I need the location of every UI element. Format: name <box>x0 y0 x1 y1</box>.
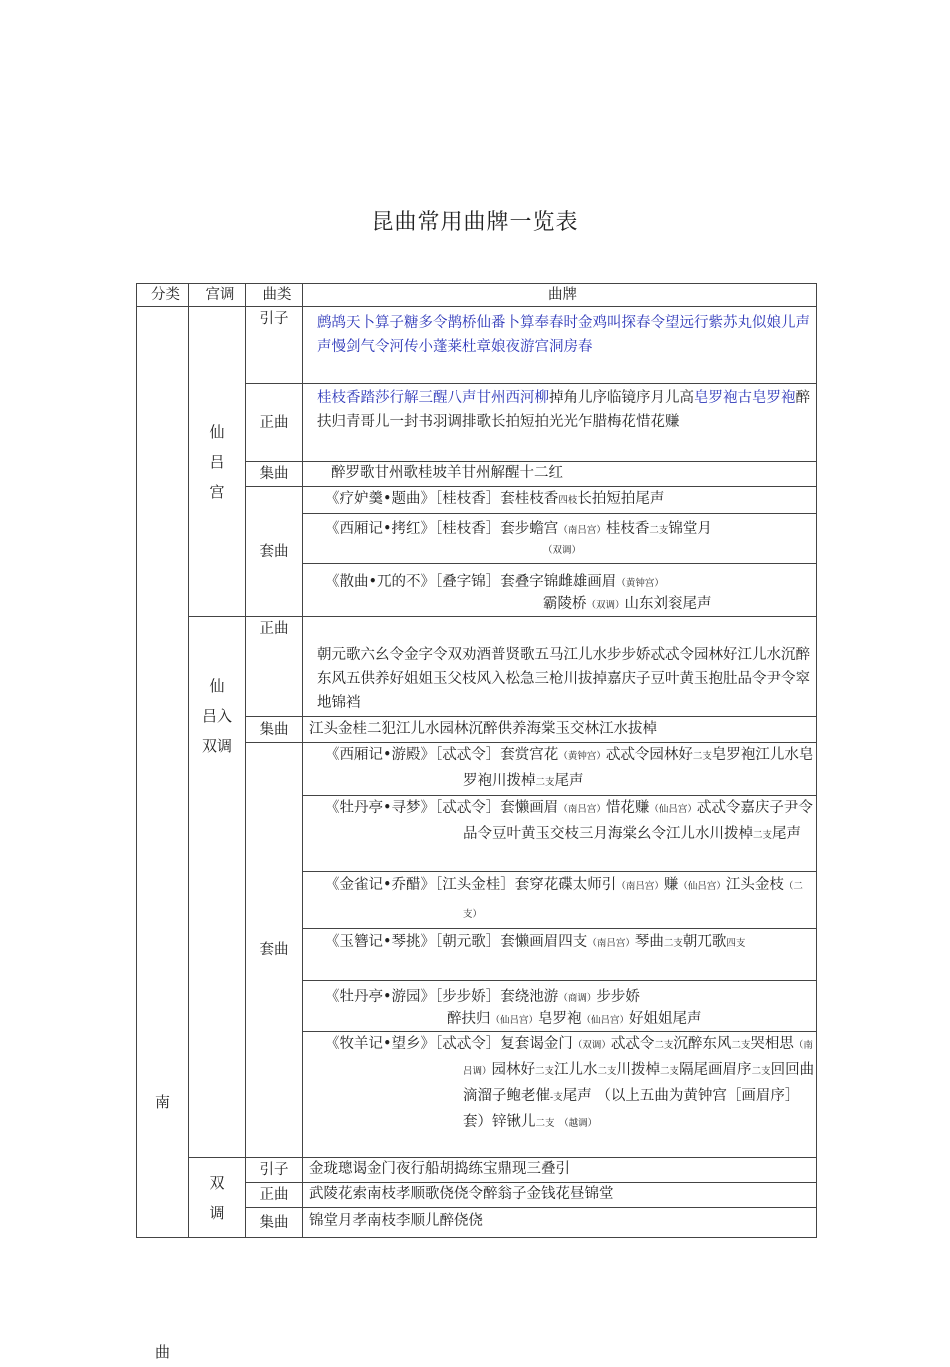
type-yinzi-3: 引子 <box>246 1158 303 1183</box>
tunes-xr-tao-5: 《牡丹亭•游园》［步步娇］套绕池游（商调）步步娇 醉扶归（仙吕宫）皂罗袍（仙吕宫）好姐姐尾声 <box>303 981 817 1032</box>
tunes-xl-jiqu: 醉罗歌甘州歌桂坡羊甘州解醒十二红 <box>303 462 817 487</box>
category-qu: 曲 <box>154 1343 170 1361</box>
tunes-xr-zhengqu: 朝元歌六幺令金字令双劝酒普贤歌五马江儿水步步娇忒忒令园林好江儿水沉醉东风五供养好姐姐玉父枝风入松急三枪川拔掉嘉庆子豆叶黄玉抱肚品令尹令窣地锦裆 <box>303 617 817 717</box>
header-category: 分类 <box>137 284 189 307</box>
tunes-xl-tao-2: 《西厢记•拷红》［桂枝香］套步蟾宫（南吕宫）桂枝香二支锦堂月 （双调） <box>303 514 817 564</box>
tunes-xl-tao-3: 《散曲•兀的不》［叠字锦］套叠字锦雌雄画眉（黄钟宫） 霸陵桥（双调）山东刘衮尾声 <box>303 564 817 617</box>
page-title: 昆曲常用曲牌一览表 <box>371 210 579 235</box>
tunes-xr-tao-6: 《牧羊记•望乡》［忒忒令］复套谒金门（双调）忒忒令二支沉醉东风二支哭相思（南吕调）园林好二支江儿水二支川拨棹二支隔尾画眉序二支回回曲滴溜子鲍老催-支尾声 （以上五曲为黄钟宫［画眉序］套）锌锹儿二支 （越调） <box>303 1032 817 1158</box>
tunes-xr-tao-4: 《玉簪记•琴挑》［朝元歌］套懒画眉四支（南吕宫）琴曲二支朝兀歌四支 <box>303 929 817 981</box>
mode-xianlu-ru-shuang: 仙 吕入 双调 <box>189 617 246 1158</box>
category-nan: 南 <box>154 1093 170 1111</box>
mode-xianlu-gong: 仙 吕 宫 <box>189 307 246 617</box>
type-jiqu-3: 集曲 <box>246 1208 303 1238</box>
type-zhengqu-3: 正曲 <box>246 1183 303 1208</box>
tunes-xr-tao-2: 《牡丹亭•寻梦》［忒忒令］套懒画眉（南吕宫）惜花赚（仙吕宫）忒忒令嘉庆子尹令品令豆叶黄玉交枝三月海棠幺令江儿水川拨棹二支尾声 <box>303 796 817 872</box>
header-tune: 曲牌 <box>303 284 817 307</box>
type-taoqu: 套曲 <box>246 487 303 617</box>
table-row <box>137 617 817 717</box>
table-row <box>137 1158 817 1183</box>
tunes-xl-yinzi: 鹧鸪天卜算子糖多令鹊桥仙番卜算奉春时金鸡叫探春令望远行紫苏丸似娘儿声声慢剑气令河传小蓬莱杜章娘夜游宫洞房春 <box>303 307 817 384</box>
tunes-xr-jiqu: 江头金桂二犯江儿水园林沉醉供养海棠玉交林江水拔棹 <box>303 717 817 743</box>
tunes-xl-zhengqu: 桂枝香踏莎行解三醒八声甘州西河柳掉角儿序临镜序月儿高皂罗袍古皂罗袍醉扶归青哥儿一封书羽调排歌长拍短拍光光乍腊梅花惜花赚 <box>303 384 817 462</box>
tunes-xr-tao-1: 《西厢记•游殿》［忒忒令］套赏宫花（黄钟宫）忒忒令园林好二支皂罗袍江儿水皂罗袍川拨棹二支尾声 <box>303 743 817 796</box>
type-zhengqu: 正曲 <box>246 384 303 462</box>
header-mode: 宫调 <box>189 284 246 307</box>
table-row <box>137 307 817 384</box>
tunes-sd-jiqu: 锦堂月孝南枝李顺儿醉侥侥 <box>303 1208 817 1238</box>
tunes-xr-tao-3: 《金雀记•乔醋》［江头金桂］套穿花碟太师引（南吕宫）赚（仙吕宫）江头金枝（二支） <box>303 872 817 929</box>
type-zhengqu-2: 正曲 <box>246 617 303 717</box>
header-type: 曲类 <box>246 284 303 307</box>
category-nanqu <box>137 307 189 1361</box>
tune-table <box>136 283 817 1361</box>
mode-shuangdiao: 双 调 <box>189 1158 246 1238</box>
type-taoqu-2: 套曲 <box>246 743 303 1158</box>
tunes-xl-tao-1: 《疗妒羹•题曲》［桂枝香］套桂枝香四枝长拍短拍尾声 <box>303 487 817 514</box>
tunes-sd-yinzi: 金珑璁谒金门夜行船胡捣练宝鼎现三叠引 <box>303 1158 817 1183</box>
table-header-row <box>137 284 817 307</box>
type-jiqu: 集曲 <box>246 462 303 487</box>
tunes-sd-zhengqu: 武陵花索南枝孝顺歌侥侥令醉翁子金钱花昼锦堂 <box>303 1183 817 1208</box>
type-yinzi: 引子 <box>246 307 303 384</box>
type-jiqu-2: 集曲 <box>246 717 303 743</box>
